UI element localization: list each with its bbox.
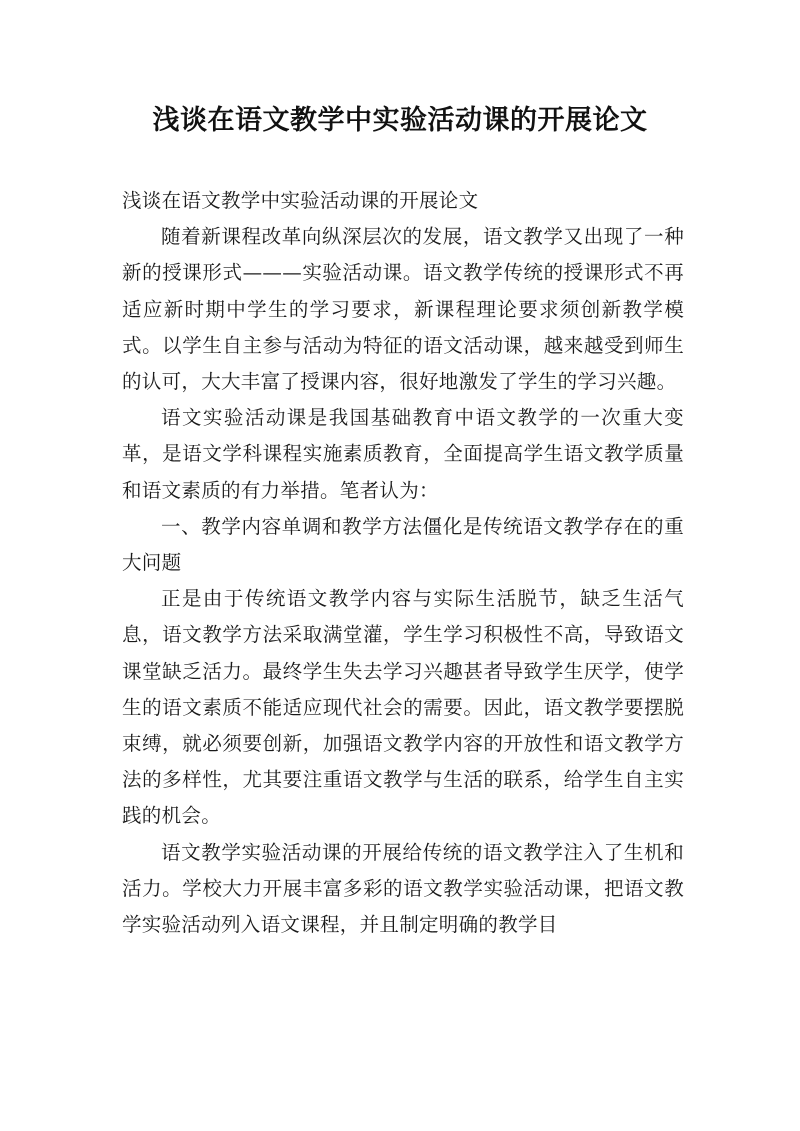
paragraph-problems: 正是由于传统语文教学内容与实际生活脱节，缺乏生活气息，语文教学方法采取满堂灌，学生学习积极性不高，导致语文课堂缺乏活力。最终学生失去学习兴趣甚者导致学生厌学，使学生的语文素质不能适应现代社会的需要。因此，语文教学要摆脱束缚，就必须要创新，加强语文教学内容的开放性和语文教学方法的多样性，尤其要注重语文教学与生活的联系，给学生自主实践的机会。	[122, 587, 684, 828]
paragraph-activity-course: 语文教学实验活动课的开展给传统的语文教学注入了生机和活力。学校大力开展丰富多彩的语文教学实验活动课，把语文教学实验活动列入语文课程，并且制定明确的教学目	[122, 840, 684, 937]
document-subtitle: 浅谈在语文教学中实验活动课的开展论文	[122, 189, 479, 212]
paragraph-intro: 随着新课程改革向纵深层次的发展，语文教学又出现了一种新的授课形式———实验活动课。语文教学传统的授课形式不再适应新时期中学生的学习要求，新课程理论要求须创新教学模式。以学生自主参与活动为特征的语文活动课，越来越受到师生的认可，大大丰富了授课内容，很好地激发了学生的学习兴趣。	[122, 225, 684, 394]
paragraph-reform: 语文实验活动课是我国基础教育中语文教学的一次重大变革，是语文学科课程实施素质教育，全面提高学生语文教学质量和语文素质的有力举措。笔者认为：	[122, 406, 684, 502]
section-heading-1: 一、教学内容单调和教学方法僵化是传统语文教学存在的重大问题	[122, 514, 684, 575]
document-title: 浅谈在语文教学中实验活动课的开展论文	[152, 105, 648, 136]
document-body	[122, 183, 684, 943]
